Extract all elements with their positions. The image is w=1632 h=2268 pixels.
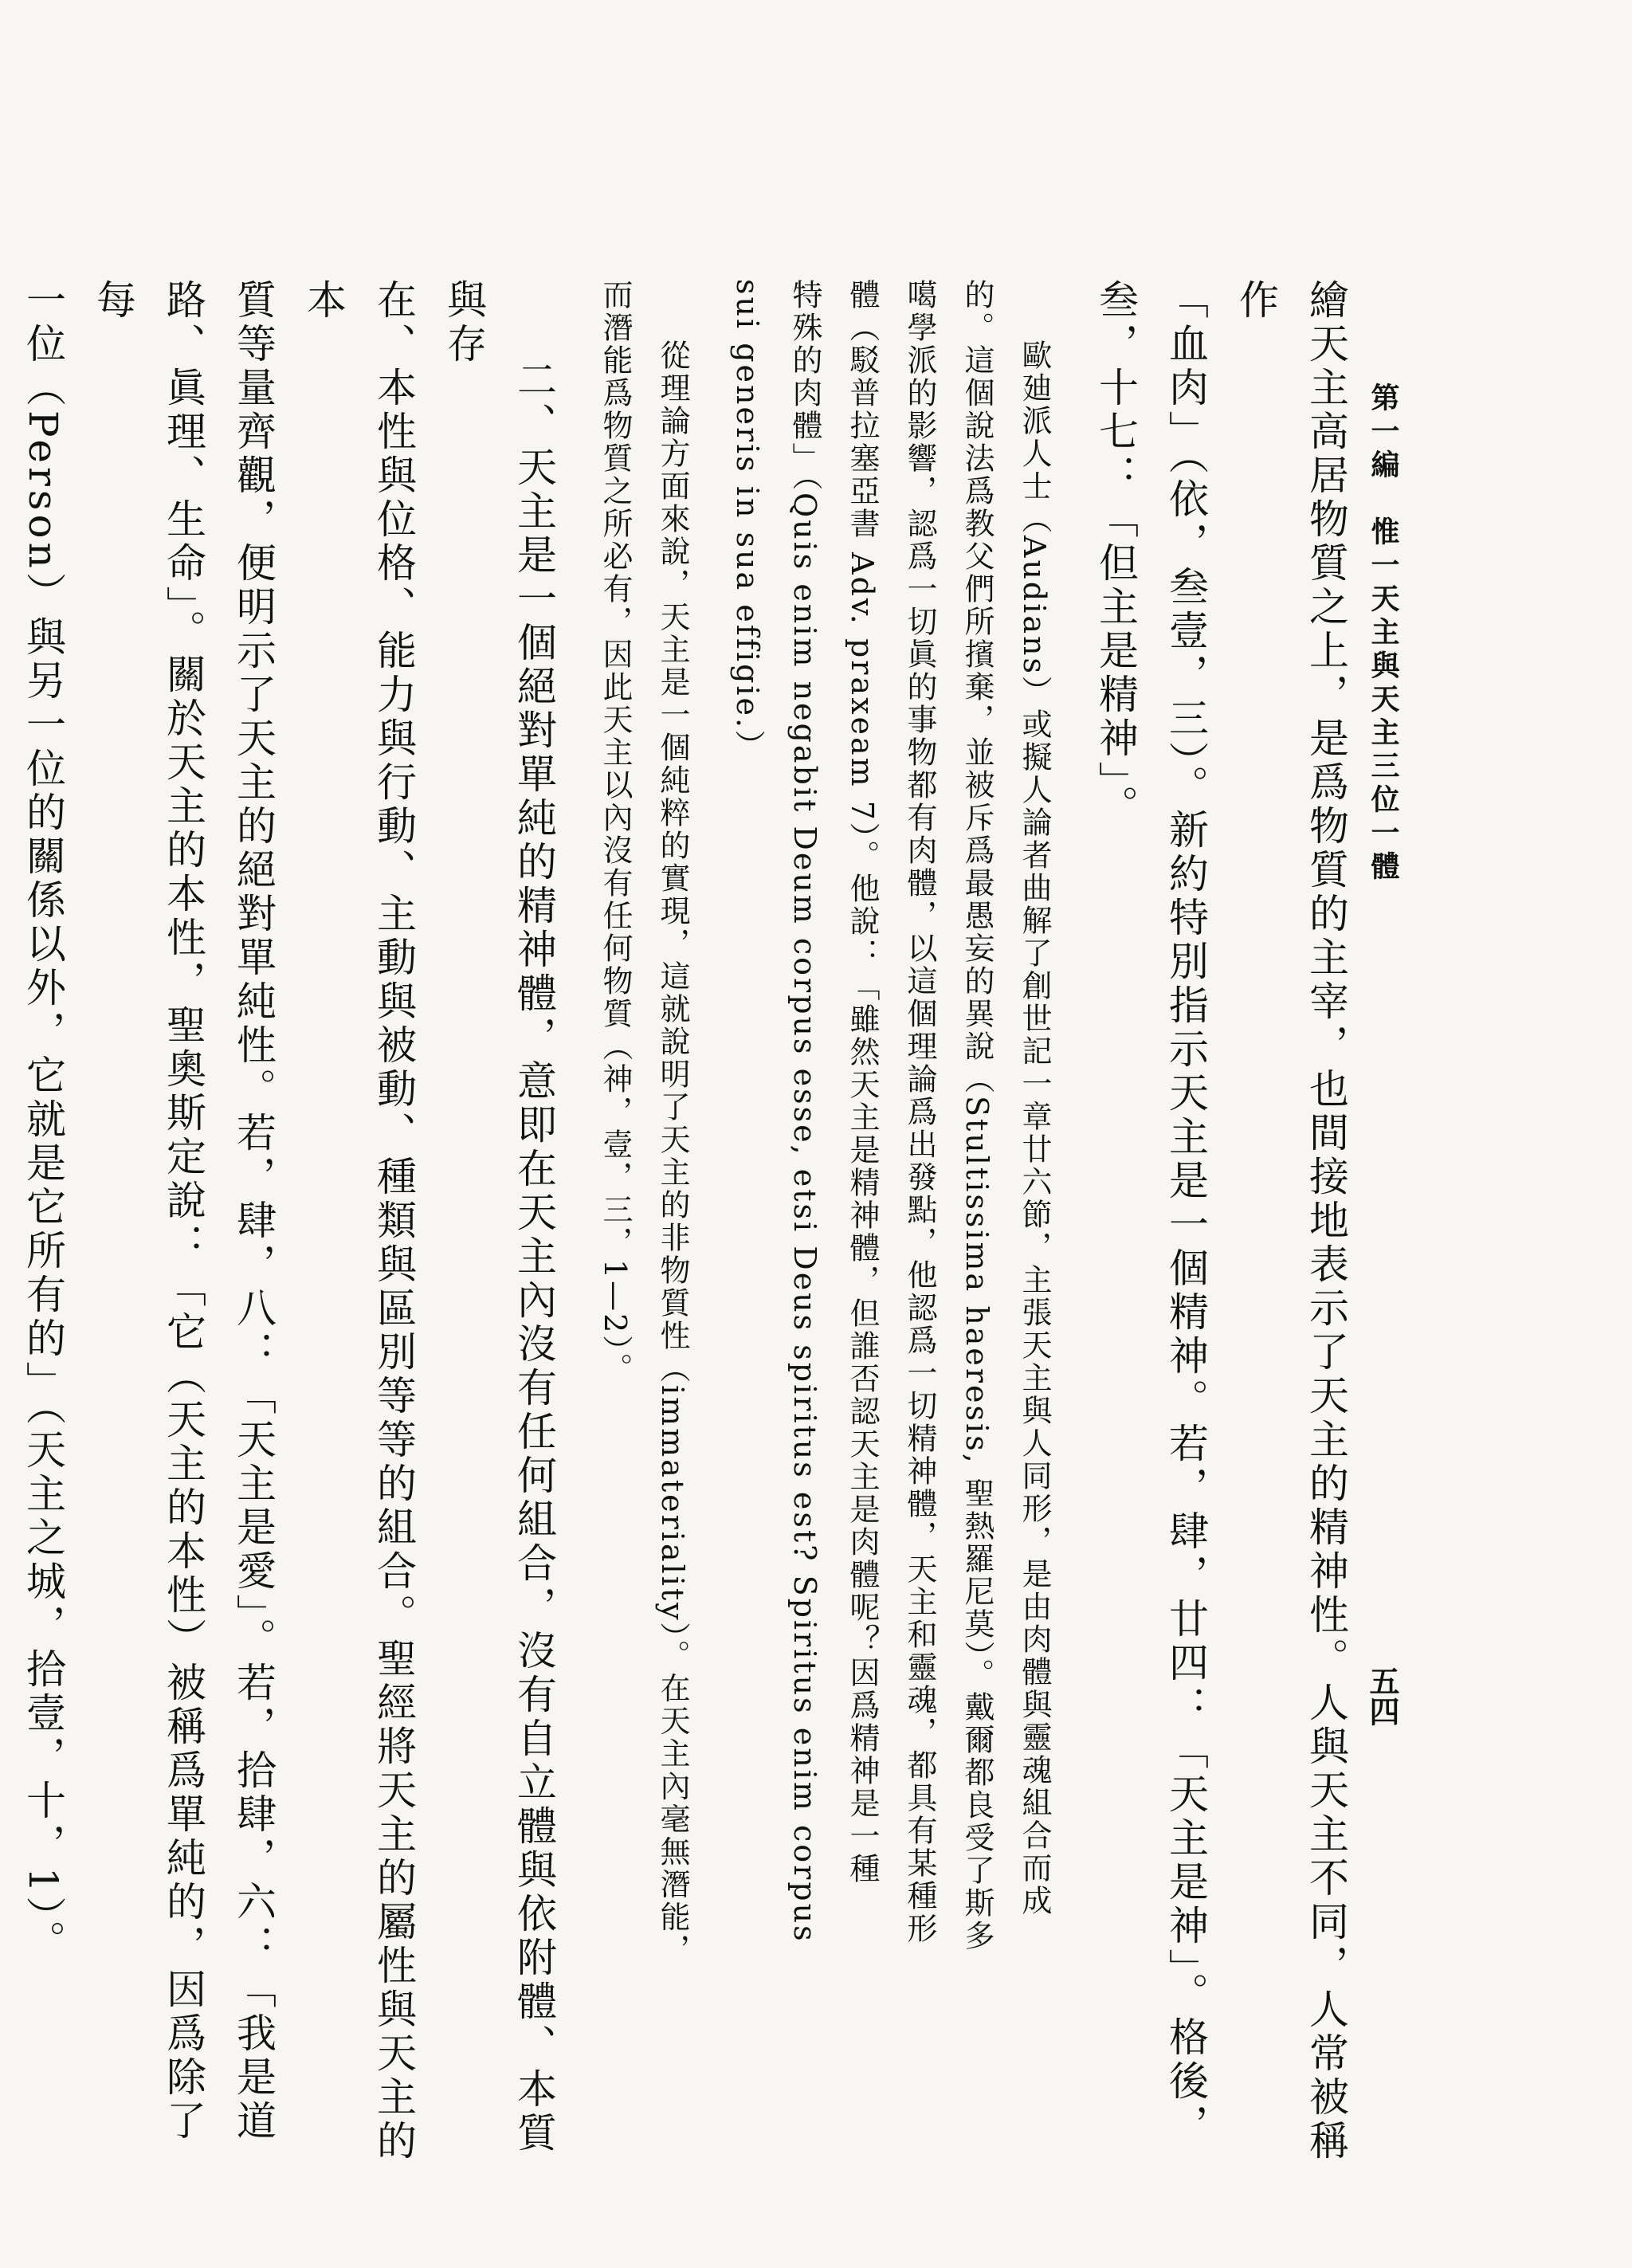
note-line: 的。這個說法爲教父們所擯棄，並被斥爲最愚妄的異說（Stultissima haeresis, 聖熱羅尼莫）。戴爾都良受了斯多 [959, 279, 994, 1952]
text-line: 「血肉」（依，叁壹，三）。新約特別指示天主是一個精神。若，肆，廿四：「天主是神」。格後， [1163, 279, 1209, 2148]
text-line: 繪天主高居物質之上，是爲物質的主宰，也間接地表示了天主的精神性。人與天主不同，人常被稱作 [1233, 279, 1349, 2164]
text-line: 路、眞理、生命」。關於天主的本性，聖奧斯定說：「它（天主的本性）被稱爲單純的，因爲除了每 [90, 279, 206, 2144]
note-line: 特殊的肉體」（Quis enim negabit Deum corpus esse, etsi Deus spiritus est? Spiritus enim corpus [787, 279, 822, 1944]
text-line: 一位（Person）與另一位的關係以外，它就是它所有的」（天主之城，拾壹，十，1）。 [20, 279, 66, 1964]
text-line: 質等量齊觀，便明示了天主的絕對單純性。若，肆，八：「天主是愛」。若，拾肆，六：「我是道 [230, 279, 277, 2144]
text-line: 叁，十七：「但主是精神」。 [1093, 279, 1139, 829]
text-line: 二、天主是一個絕對單純的精神體，意即在天主內沒有任何組合，沒有自立體與依附體、本質與存 [441, 279, 557, 2156]
note-line: 從理論方面來說，天主是一個純粹的實現，這就說明了天主的非物質性（immateriality）。在天主內毫無潛能， [655, 339, 690, 1967]
page-number: 五四 [1364, 1666, 1400, 1726]
running-header: 第一編 惟一天主與天主三位一體 [1367, 383, 1400, 885]
text-line: 在、本性與位格、能力與行動、主動與被動、種類與區別等等的組合。聖經將天主的屬性與天主的本 [300, 279, 417, 2164]
note-line: 體（駁普拉塞亞書 Adv. praxeam 7）。他說：「雖然天主是精神體，但誰否認天主是肉體呢？因爲精神是一種 [845, 279, 880, 1885]
note-line: 而潛能爲物質之所必有，因此天主以內沒有任何物質（神，壹，三，1—2）。 [598, 279, 633, 1386]
note-line: 噶學派的影響，認爲一切眞的事物都有肉體，以這個理論爲出發點，他認爲一切精神體，天主和靈魂，都具有某種形 [902, 279, 937, 1945]
body-text [20, 279, 1361, 2176]
note-line: sui generis in sua effigie.） [730, 279, 765, 763]
note-line: 歐廸派人士（Audians）或擬人論者曲解了創世記一章廿六節，主張天主與人同形，是由肉體與靈魂組合而成 [1017, 339, 1052, 1918]
